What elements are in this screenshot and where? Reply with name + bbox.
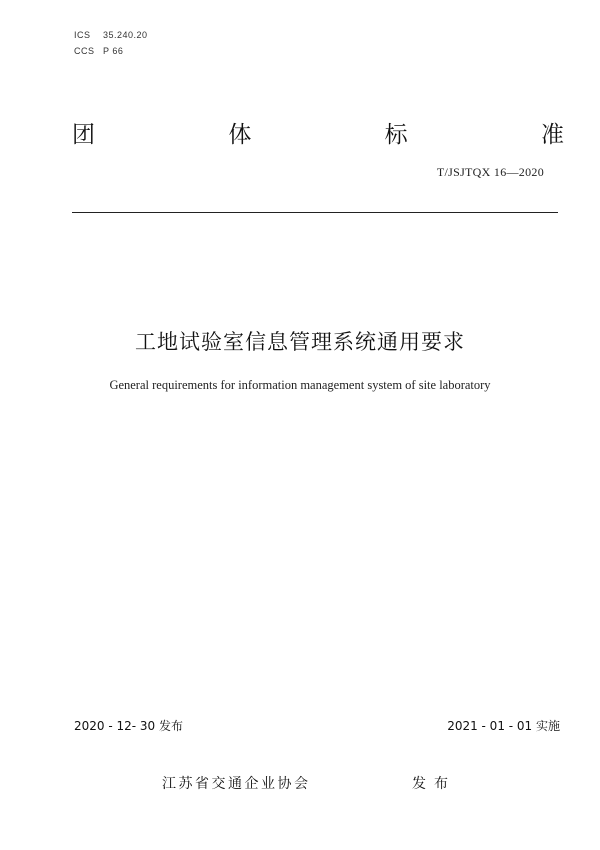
ics-label: ICS xyxy=(74,30,91,40)
standard-type-char: 体 xyxy=(228,122,252,148)
issuer xyxy=(162,773,311,793)
ccs-classification xyxy=(74,46,123,56)
ics-code: 35.240.20 xyxy=(103,30,148,40)
ccs-code: P 66 xyxy=(103,46,124,56)
header-divider xyxy=(72,212,558,213)
standard-type-char: 准 xyxy=(540,122,564,148)
ccs-label: CCS xyxy=(74,46,95,56)
standard-type-heading xyxy=(72,116,564,149)
issuer-name: 江苏省交通企业协会 xyxy=(162,776,311,792)
implementation-date: 2021 - 01 - 01 实施 xyxy=(447,719,560,733)
issue-action: 发布 xyxy=(412,776,456,792)
publish-date: 2020 - 12- 30 发布 xyxy=(74,719,183,733)
ics-classification xyxy=(74,30,148,40)
standard-type-char: 团 xyxy=(72,122,95,148)
title-chinese: 工地试验室信息管理系统通用要求 xyxy=(135,330,465,354)
title-english: General requirements for information management system of site laboratory xyxy=(109,378,491,392)
standard-type-char: 标 xyxy=(384,122,408,148)
standard-number: T/JSJTQX 16—2020 xyxy=(436,165,544,179)
